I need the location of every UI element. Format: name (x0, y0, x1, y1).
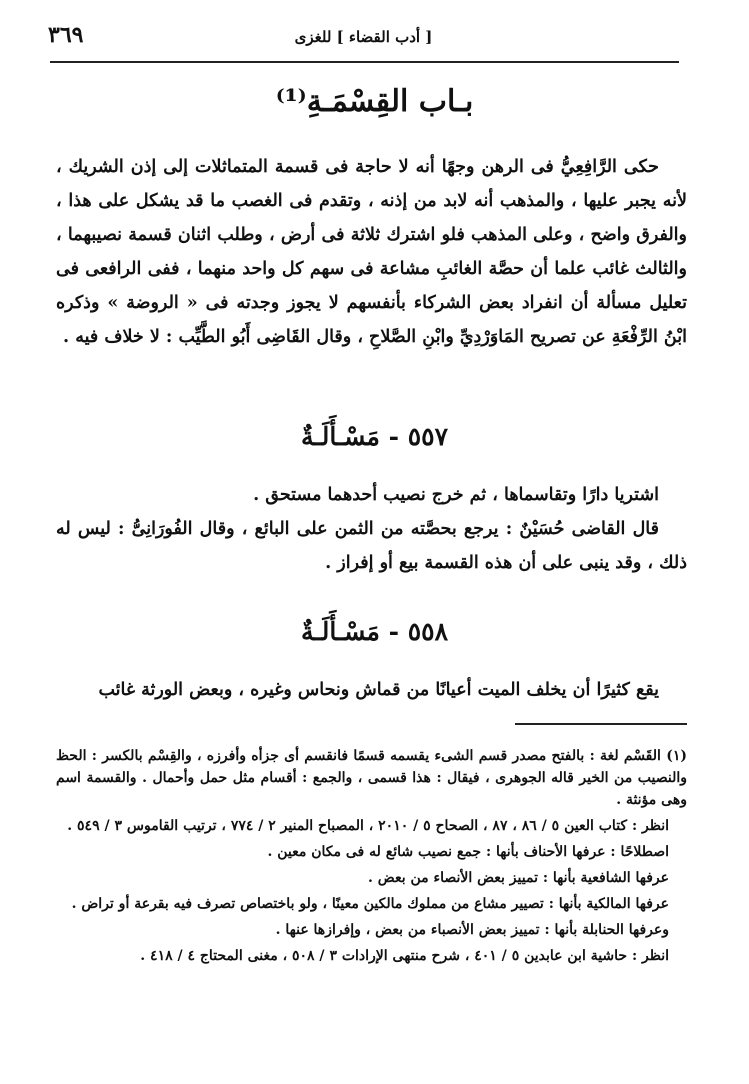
running-header (48, 22, 679, 56)
header-rule (50, 61, 679, 63)
section-557-paragraph-2: قال القاضى حُسَيْنٌ : يرجع بحصَّته من الثمن على البائع ، وقال الفُورَانِىُّ : ليس له ذلك ، وقد ينبى على أن هذه القسمة بيع أو إفراز . (56, 519, 687, 573)
running-title: [ أدب القضاء ] للغزى (294, 28, 433, 46)
section-heading-558: ٥٥٨ - مَسْـأَلَـةٌ (300, 617, 449, 646)
intro-paragraph-block (56, 150, 687, 354)
footnote-rule (515, 723, 687, 725)
footnote-hanafi-definition: اصطلاحًا : عرفها الأحناف بأنها : جمع نصيب شائع له فى مكان معين . (267, 844, 669, 860)
chapter-title: بـاب القِسْمَـةِ⁽¹⁾ (275, 84, 474, 119)
footnote-definition: (١) القَسْم لغة : بالفتح مصدر قسم الشىء يقسمه قسمًا فانقسم أى جزأه وأفرزه ، والقِسْم بالكسر : الحظ والنصيب من الخير قاله الجوهرى ، فيقال : هذا قسمى ، والجمع : أقسام مثل حمل وأحمال . والقسمة اسم وهى مؤنثة . (56, 748, 687, 808)
footnote-references-1: انظر : كتاب العين ٥ / ٨٦ ، ٨٧ ، الصحاح ٥ / ٢٠١٠ ، المصباح المنير ٢ / ٧٧٤ ، ترتيب القاموس ٣ / ٥٤٩ . (67, 818, 669, 834)
section-557-body (56, 478, 687, 580)
footnote-references-2: انظر : حاشية ابن عابدين ٥ / ٤٠١ ، شرح منتهى الإرادات ٣ / ٥٠٨ ، مغنى المحتاج ٤ / ٤١٨ . (140, 948, 669, 964)
footnote-shafii-definition: عرفها الشافعية بأنها : تمييز بعض الأنصاء من بعض . (368, 870, 669, 886)
intro-paragraph: حكى الرَّافِعِيُّ فى الرهن وجهًا أنه لا حاجة فى قسمة المتماثلات إلى إذن الشريك ، لأنه يجبر عليها ، والمذهب أنه لابد من إذنه ، وتقدم فى الغصب ما قد يشكل على هذا ، والفرق واضح ، وعلى المذهب فلو اشترك ثلاثة فى أرض ، وطلب اثنان قسمة نصيبهما ، والثالث غائب علما أن حصَّة الغائبِ مشاعة فى سهم كل واحد منهما ، ففى الرافعى فى تعليل مسألة أن انفراد بعض الشركاء بأنفسهم لا يجوز وجدته فى « الروضة » وذكره ابْنُ الرِّفْعَةِ عن تصريح المَاوَرْدِيِّ وابْنِ الصَّلاحِ ، وقال القَاضِى أَبُو الطَّيِّب : لا خلاف فيه . (56, 157, 687, 347)
section-heading-557: ٥٥٧ - مَسْـأَلَـةٌ (300, 422, 449, 451)
footnote-hanbali-definition: وعرفها الحنابلة بأنها : تمييز بعض الأنصباء من بعض ، وإفرازها عنها . (275, 922, 669, 938)
footnote-maliki-definition: عرفها المالكية بأنها : تصيير مشاع من مملوك مالكين معينًا ، ولو باختصاص تصرف فيه بقرعة أو تراض . (71, 896, 669, 912)
page-number: ٣٦٩ (48, 22, 84, 48)
section-558-paragraph-1: يقع كثيرًا أن يخلف الميت أعيانًا من قماش ونحاس وغيره ، وبعض الورثة غائب (98, 680, 659, 700)
section-558-body (56, 673, 687, 707)
section-557-paragraph-1: اشتريا دارًا وتقاسماها ، ثم خرج نصيب أحدهما مستحق . (253, 485, 659, 505)
footnotes (56, 745, 687, 971)
